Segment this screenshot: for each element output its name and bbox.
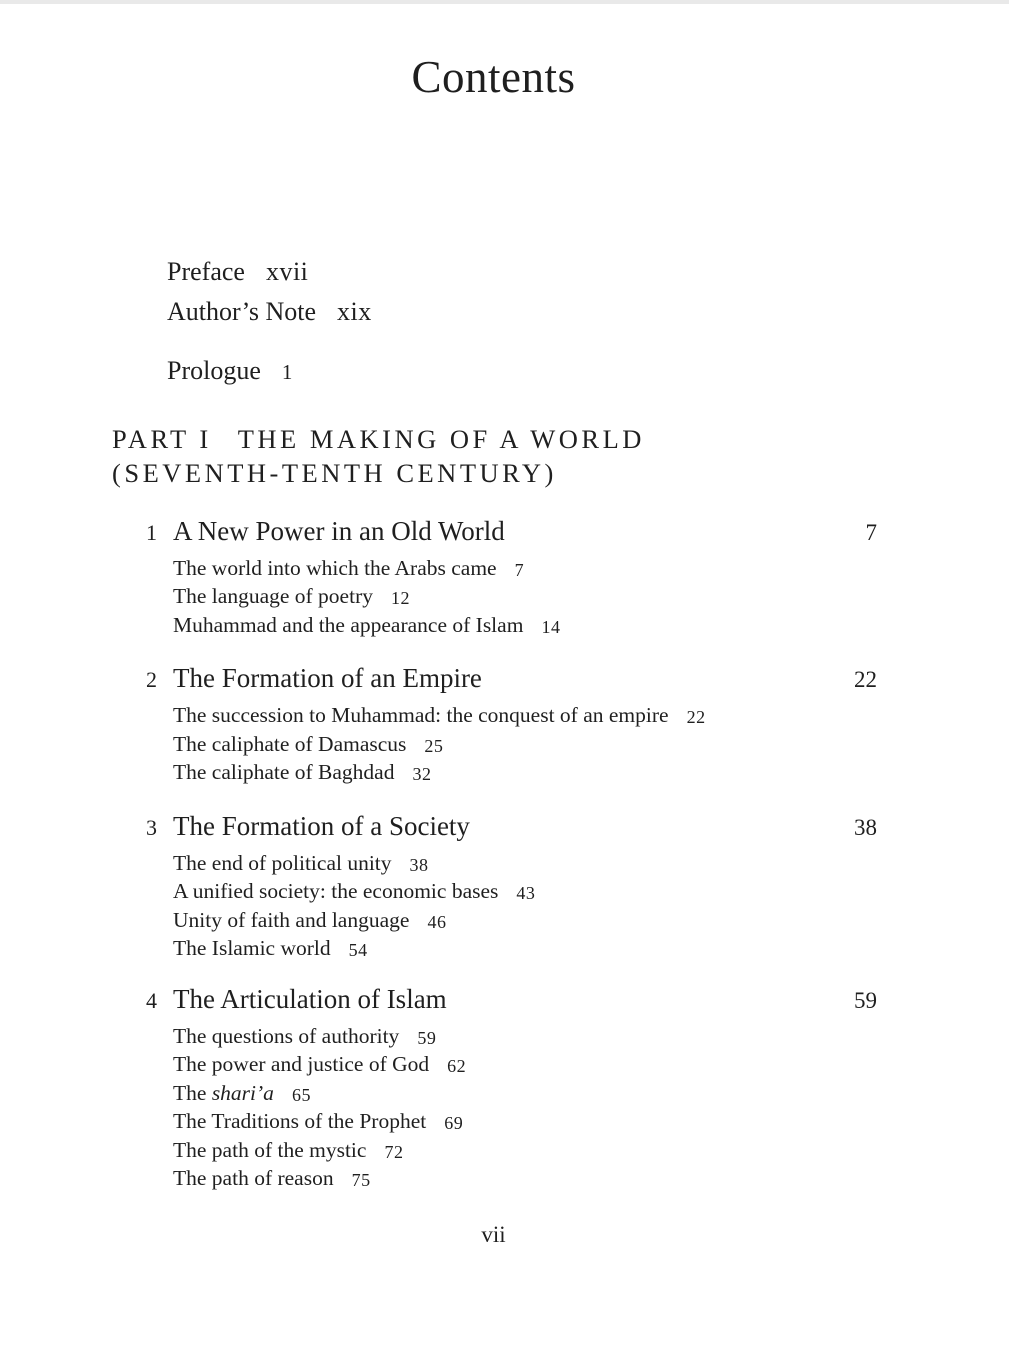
front-matter-page-number: xvii (265, 256, 309, 286)
part-title: THE MAKING OF A WORLD (237, 423, 645, 454)
chapter-heading (146, 810, 877, 844)
subentry-text: The power and justice of God (173, 1052, 430, 1077)
subentry-page-number: 14 (541, 616, 561, 637)
part-label: PART I (112, 423, 212, 454)
chapter-number: 1 (146, 519, 157, 545)
subentry (173, 583, 877, 612)
front-matter-page-number: 1 (281, 359, 293, 384)
front-matter-entry-prologue (167, 351, 877, 392)
subentry-italic-text: shari’a (211, 1080, 274, 1105)
part-heading-line2: (SEVENTH-TENTH CENTURY) (112, 457, 557, 488)
subentry-page-number: 22 (686, 707, 706, 728)
subentry-page-number: 69 (444, 1113, 464, 1134)
subentry-page-number: 7 (514, 559, 525, 580)
subentry (173, 1051, 877, 1080)
subentry-text: The Islamic world (173, 936, 331, 961)
subentry (173, 1137, 877, 1166)
folio-page-number: vii (481, 1221, 506, 1247)
subentry (173, 1165, 877, 1194)
subentry-text: A unified society: the economic bases (173, 879, 499, 904)
chapter-number: 3 (146, 814, 157, 840)
chapter-page-number: 59 (854, 987, 877, 1013)
chapter-title: The Formation of an Empire (173, 663, 482, 694)
front-matter-label: Preface (167, 256, 245, 286)
chapter-heading (146, 983, 877, 1017)
subentry (173, 1023, 877, 1052)
front-matter-entry-preface (167, 252, 877, 292)
chapter-subentries (173, 850, 877, 964)
chapter-subentries (173, 702, 877, 788)
subentry-page-number: 46 (427, 911, 447, 932)
chapter-subentries (173, 1023, 877, 1194)
subentry-page-number: 12 (391, 588, 410, 609)
subentry-page-number: 59 (417, 1027, 437, 1048)
chapter-number: 2 (146, 667, 157, 693)
chapter-title: The Formation of a Society (173, 810, 470, 841)
part-heading (112, 422, 889, 490)
subentry-text: Muhammad and the appearance of Islam (173, 612, 524, 637)
subentry-text: The succession to Muhammad: the conquest of an empire (173, 703, 669, 728)
page-title: Contents (411, 52, 576, 102)
subentry-page-number: 43 (516, 883, 536, 904)
subentry-text: The caliphate of Baghdad (173, 760, 395, 785)
chapter-entry-3 (0, 810, 1009, 964)
contents-page (0, 52, 1009, 1356)
subentry-text: The path of reason (173, 1166, 334, 1191)
subentry (173, 907, 877, 936)
subentry-page-number: 25 (424, 735, 444, 756)
chapter-heading (146, 515, 877, 549)
chapter-page-number: 22 (854, 667, 877, 693)
front-matter-section (167, 252, 877, 392)
subentry (173, 612, 877, 641)
chapter-page-number: 7 (865, 519, 877, 545)
chapter-subentries (173, 555, 877, 641)
subentry (173, 759, 877, 788)
front-matter-label: Author’s Note (167, 296, 317, 326)
subentry (173, 1080, 877, 1109)
subentry (173, 731, 877, 760)
front-matter-label: Prologue (167, 355, 261, 385)
front-matter-entry-authors-note (167, 292, 877, 332)
subentry-page-number: 62 (447, 1056, 467, 1077)
scan-top-edge (0, 0, 1009, 4)
subentry (173, 878, 877, 907)
chapter-page-number: 38 (854, 814, 877, 840)
subentry-text: The (173, 1080, 212, 1105)
subentry (173, 850, 877, 879)
subentry-page-number: 38 (409, 854, 429, 875)
subentry-text: The language of poetry (173, 584, 373, 609)
chapter-heading (146, 662, 877, 696)
chapter-title: A New Power in an Old World (173, 515, 505, 546)
subentry (173, 555, 877, 584)
subentry-page-number: 75 (351, 1170, 371, 1191)
subentry-text: The world into which the Arabs came (173, 555, 497, 580)
subentry-text: The end of political unity (173, 850, 392, 875)
chapter-title: The Articulation of Islam (173, 983, 447, 1014)
front-matter-page-number: xix (337, 296, 372, 326)
subentry-page-number: 32 (412, 764, 432, 785)
chapter-entry-2 (0, 662, 1009, 788)
subentry (173, 935, 877, 964)
subentry (173, 1108, 877, 1137)
subentry-text: The Traditions of the Prophet (173, 1109, 427, 1134)
subentry-text: The questions of authority (173, 1023, 400, 1048)
chapter-entry-4 (0, 983, 1009, 1194)
chapter-entry-1 (0, 515, 1009, 641)
subentry (173, 702, 877, 731)
part-heading-line1 (112, 422, 889, 456)
subentry-page-number: 54 (348, 940, 368, 961)
subentry-text: The path of the mystic (173, 1137, 367, 1162)
chapter-number: 4 (146, 987, 157, 1013)
subentry-text: The caliphate of Damascus (173, 731, 407, 756)
subentry-page-number: 72 (384, 1141, 404, 1162)
subentry-page-number: 65 (291, 1084, 311, 1105)
subentry-text: Unity of faith and language (173, 907, 410, 932)
